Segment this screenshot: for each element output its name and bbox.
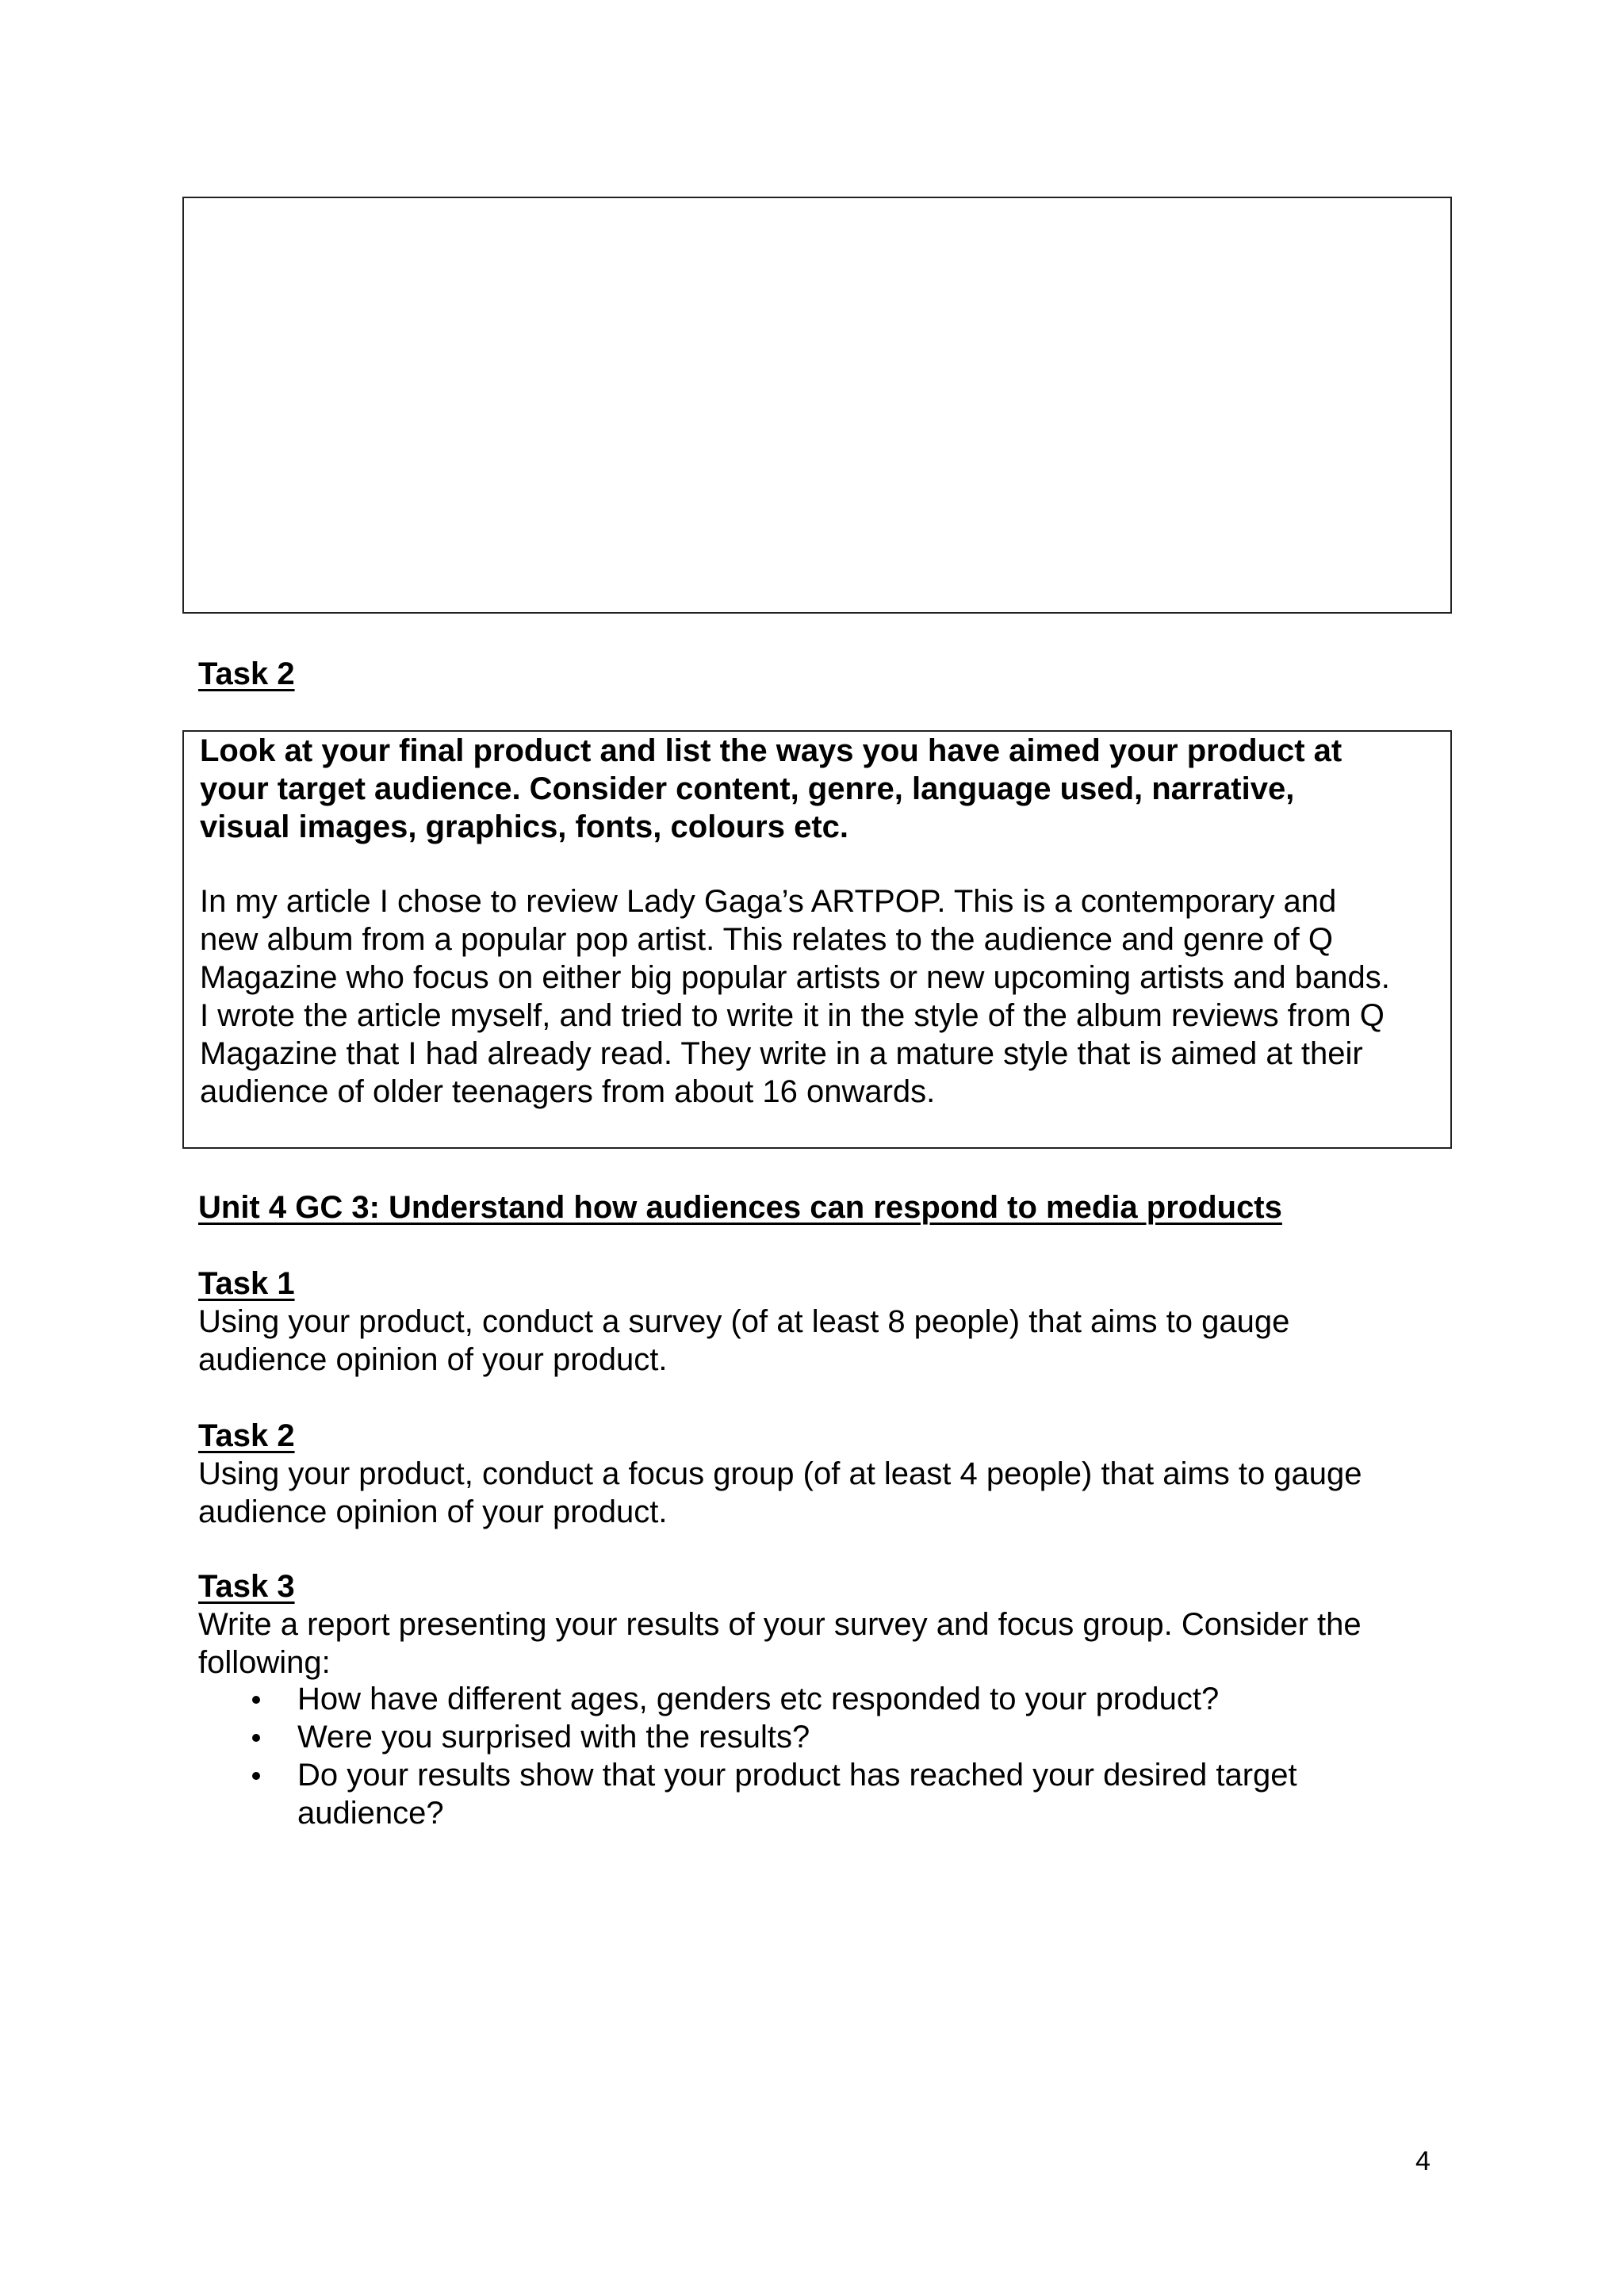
bullet-text: Do your results show that your product has reached your desired target — [297, 1758, 1297, 1793]
list-item — [198, 1756, 1435, 1832]
task2-answer — [200, 882, 1437, 1111]
unit-heading: Unit 4 GC 3: Understand how audiences can respond to media products — [198, 1190, 1282, 1225]
task-line: audience opinion of your product. — [198, 1342, 668, 1377]
task3-section — [198, 1567, 1435, 1682]
list-item — [198, 1680, 1435, 1718]
answer-line: Magazine that I had already read. They write in a mature style that is aimed at their — [200, 1036, 1363, 1071]
answer-line: I wrote the article myself, and tried to write it in the style of the album reviews from Q — [200, 998, 1385, 1033]
question-line: visual images, graphics, fonts, colours etc. — [200, 809, 849, 844]
task-line: following: — [198, 1645, 331, 1680]
answer-line: Magazine who focus on either big popular artists or new upcoming artists and bands. — [200, 960, 1390, 995]
bullet-text: audience? — [297, 1796, 444, 1831]
bullet-text: How have different ages, genders etc responded to your product? — [297, 1682, 1220, 1716]
task-line: Using your product, conduct a focus group (of at least 4 people) that aims to gauge — [198, 1456, 1362, 1491]
task2-response-box — [182, 730, 1452, 1149]
question-line: Look at your final product and list the ways you have aimed your product at — [200, 733, 1342, 768]
empty-response-box — [182, 197, 1452, 614]
task3-bullet-list — [198, 1680, 1435, 1832]
bullet-text: Were you surprised with the results? — [297, 1720, 810, 1755]
bullet-icon — [252, 1734, 260, 1742]
answer-line: audience of older teenagers from about 16 onwards. — [200, 1074, 936, 1109]
task2-heading: Task 2 — [198, 656, 295, 691]
answer-line: new album from a popular pop artist. This relates to the audience and genre of Q — [200, 922, 1333, 957]
task2b-section — [198, 1417, 1435, 1531]
bullet-icon — [252, 1772, 260, 1780]
task1-section — [198, 1265, 1435, 1379]
bullet-icon — [252, 1696, 260, 1704]
task2-question — [200, 732, 1437, 846]
answer-line: In my article I chose to review Lady Gaga’s ARTPOP. This is a contemporary and — [200, 884, 1337, 919]
list-item — [198, 1718, 1435, 1756]
page-number: 4 — [1415, 2146, 1431, 2176]
task-line: Write a report presenting your results of your survey and focus group. Consider the — [198, 1607, 1362, 1642]
task-line: audience opinion of your product. — [198, 1494, 668, 1529]
task-title: Task 3 — [198, 1569, 295, 1604]
question-line: your target audience. Consider content, genre, language used, narrative, — [200, 771, 1295, 806]
task-title: Task 2 — [198, 1418, 295, 1453]
task-line: Using your product, conduct a survey (of at least 8 people) that aims to gauge — [198, 1304, 1290, 1339]
task-title: Task 1 — [198, 1266, 295, 1301]
